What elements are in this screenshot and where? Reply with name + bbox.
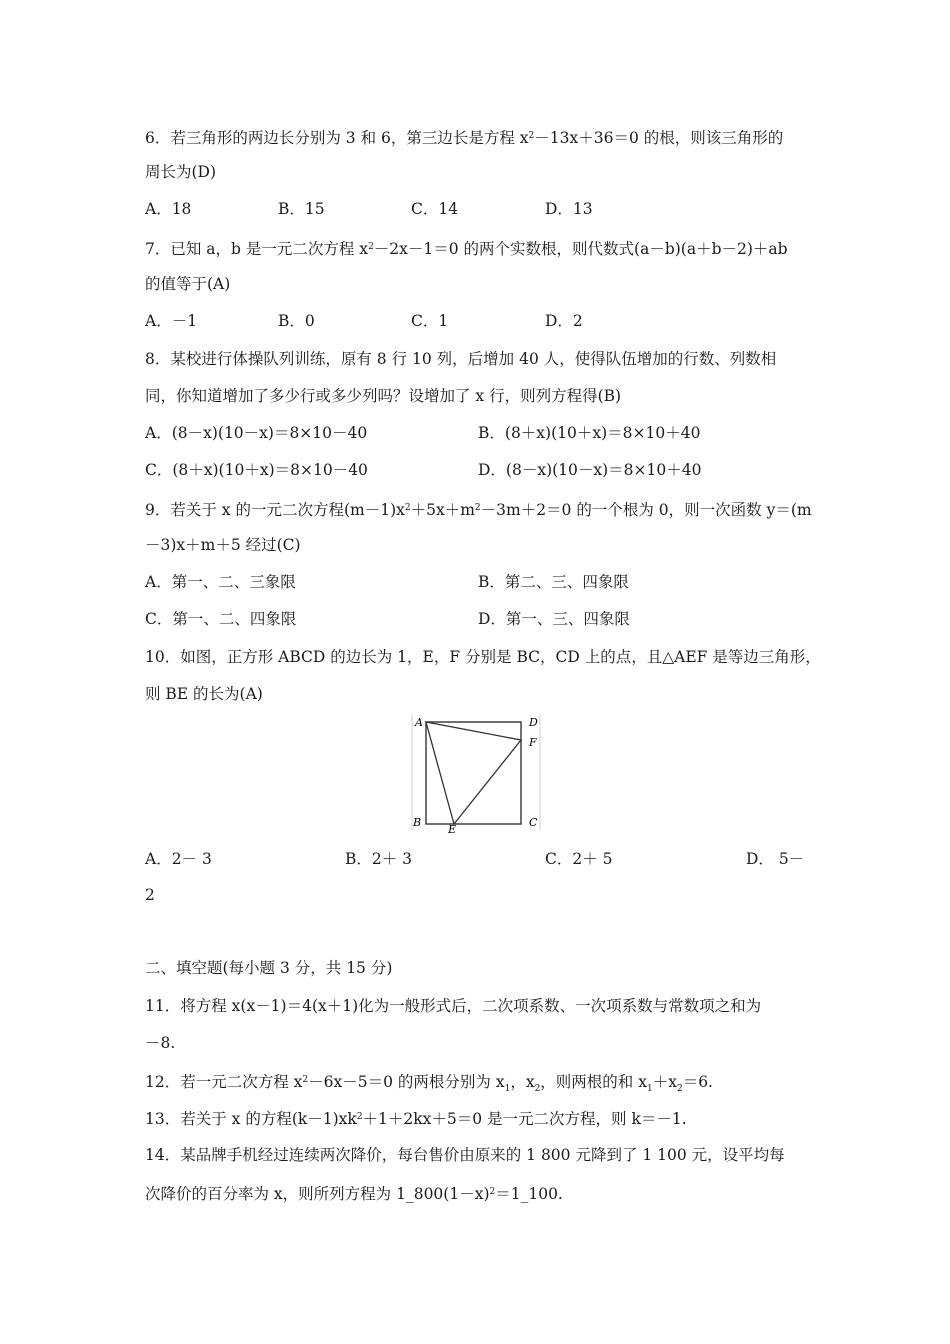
q10-stem-line1: 10．如图，正方形 ABCD 的边长为 1，E，F 分别是 BC，CD 上的点，且△AEF 是等边三角形， <box>145 648 821 666</box>
q8-option-b: B．(8＋x)(10＋x)＝8×10＋40 <box>478 424 701 442</box>
label-b: B <box>413 816 422 829</box>
label-d: D <box>529 716 538 729</box>
q8-stem-line2: 同，你知道增加了多少行或多少列吗？设增加了 x 行，则列方程得(B) <box>145 387 622 405</box>
q8-option-a: A．(8－x)(10－x)＝8×10－40 <box>145 424 368 442</box>
q6-option-d: D．13 <box>545 200 593 218</box>
label-f: F <box>529 736 537 749</box>
q10-option-d: D． 5－ <box>746 850 805 868</box>
q9-option-a: A．第一、二、三象限 <box>145 573 296 591</box>
q6-option-c: C．14 <box>411 200 459 218</box>
q10-option-d-wrap: 2 <box>145 886 155 904</box>
q10-option-b: B．2＋ 3 <box>345 850 413 868</box>
square-abcd-figure <box>410 712 550 834</box>
label-a: A <box>415 716 423 729</box>
q7-option-c: C．1 <box>411 312 449 330</box>
q6-option-a: A．18 <box>145 200 192 218</box>
q10-option-a: A．2－ 3 <box>145 850 212 868</box>
q14-stem-line1: 14．某品牌手机经过连续两次降价，每台售价由原来的 1 800 元降到了 1 100 元，设平均每 <box>145 1146 785 1164</box>
q7-option-b: B．0 <box>278 312 315 330</box>
q11-stem-line1: 11．将方程 x(x－1)＝4(x＋1)化为一般形式后，二次项系数、一次项系数与常数项之和为 <box>145 997 762 1015</box>
q6-stem-line1: 6．若三角形的两边长分别为 3 和 6，第三边长是方程 $x^2-13x+36=0$ 的根，则该三角形的 <box>145 129 784 147</box>
label-e: E <box>448 823 457 834</box>
q14-stem-line2: 次降价的百分率为 x，则所列方程为 $1\_800(1-x)^2=1\_100$. <box>145 1185 563 1203</box>
q6-option-b: B．15 <box>278 200 325 218</box>
q9-option-b: B．第二、三、四象限 <box>478 573 629 591</box>
section-2-title: 二、填空题(每小题 3 分，共 15 分) <box>145 959 393 977</box>
q7-stem-line1: 7．已知 a，b 是一元二次方程 $x^2-2x-1=0$ 的两个实数根，则代数式(a－b)(a＋b－2)＋ab <box>145 240 788 258</box>
q7-stem-line2: 的值等于(A) <box>145 275 231 293</box>
q9-stem-line2: －3)x＋m＋5 经过(C) <box>145 536 301 554</box>
q9-stem-line1: 9．若关于 x 的一元二次方程$(m-1)x^2+5x+m^2-3m+2=0$ 的一个根为 0，则一次函数 y＝(m <box>145 501 812 519</box>
q13-stem: 13．若关于 x 的方程$(k-1)xk^2+1+2kx+5=0$ 是一元二次方程，则 k＝－1. <box>145 1110 687 1128</box>
q8-option-d: D．(8－x)(10－x)＝8×10＋40 <box>478 461 702 479</box>
q6-stem-line2: 周长为(D) <box>145 163 217 181</box>
q10-stem-line2: 则 BE 的长为(A) <box>145 685 263 703</box>
q9-option-d: D．第一、三、四象限 <box>478 610 630 628</box>
q10-option-c: C．2＋ 5 <box>545 850 613 868</box>
label-c: C <box>529 816 538 829</box>
q8-option-c: C．(8＋x)(10＋x)＝8×10－40 <box>145 461 368 479</box>
q8-stem-line1: 8．某校进行体操队列训练，原有 8 行 10 列，后增加 40 人，使得队伍增加的行数、列数相 <box>145 350 777 368</box>
q7-option-d: D．2 <box>545 312 583 330</box>
q11-stem-line2: －8. <box>145 1034 176 1052</box>
q12-stem: 12．若一元二次方程 $x^2-6x-5=0$ 的两根分别为 $x_1$，$x_2$，则两根的和 $x_1+x_2=6$. <box>145 1073 713 1094</box>
q9-option-c: C．第一、二、四象限 <box>145 610 297 628</box>
q7-option-a: A．－1 <box>145 312 198 330</box>
triangle-aef <box>426 722 521 824</box>
